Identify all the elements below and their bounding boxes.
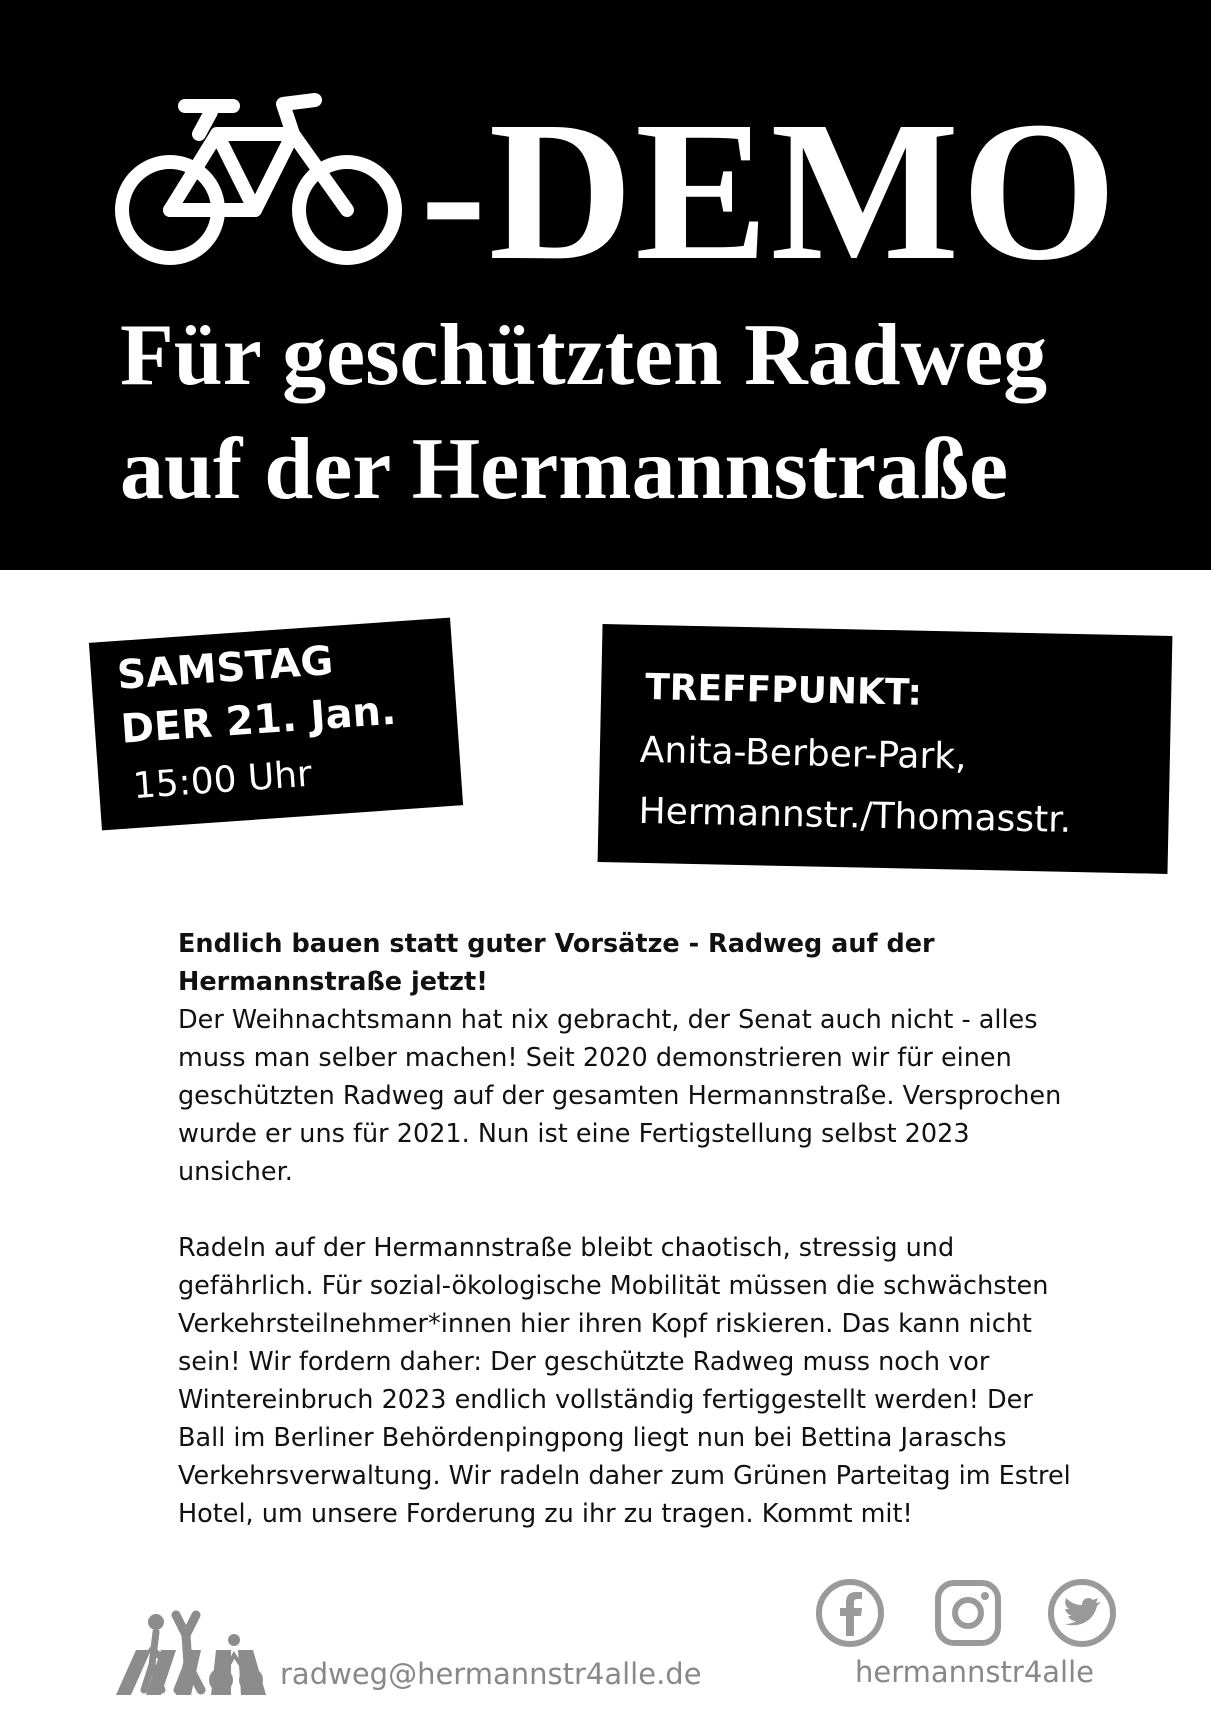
twitter-icon[interactable] <box>1047 1578 1117 1648</box>
date-box <box>89 618 463 831</box>
header-banner <box>0 0 1211 570</box>
date-time: 15:00 Uhr <box>131 753 314 808</box>
subtitle-line-1: Für geschützten Radweg <box>120 307 1048 404</box>
contact-email[interactable]: radweg@hermannstr4alle.de <box>280 1657 702 1691</box>
instagram-icon[interactable] <box>933 1578 1003 1648</box>
meeting-point-title: TREFFPUNKT: <box>644 666 923 714</box>
social-handle: hermannstr4alle <box>855 1655 1094 1689</box>
pedestrian-cyclist-logo <box>116 1610 266 1695</box>
bicycle-icon <box>115 92 405 272</box>
lead-text: Endlich bauen statt guter Vorsätze - Radweg auf der Hermannstraße jetzt! <box>178 929 935 997</box>
subtitle-line-2: auf der Hermannstraße <box>120 421 1009 518</box>
date-date: DER 21. Jan. <box>119 687 398 753</box>
meeting-point-street: Hermannstr./Thomasstr. <box>638 790 1072 841</box>
meeting-point-box <box>598 624 1173 874</box>
meeting-point-location: Anita-Berber-Park, <box>639 729 967 778</box>
body-text <box>178 925 1078 1533</box>
paragraph-1: Der Weihnachtsmann hat nix gebracht, der Senat auch nicht - alles muss man selber machen! Seit 2020 demonstrieren wir für einen geschützten Radweg auf der gesamten Hermannstraße. Versprochen wurde er uns für 2021. Nun ist eine Fertigstellung selbst 2023 unsicher. <box>178 1005 1062 1187</box>
date-day: SAMSTAG <box>115 637 335 699</box>
facebook-icon[interactable] <box>815 1578 885 1648</box>
demo-title: -DEMO <box>420 81 1119 302</box>
paragraph-2: Radeln auf der Hermannstraße bleibt chaotisch, stressig und gefährlich. Für sozial-ökologische Mobilität müssen die schwächsten Verkehrsteilnehmer*innen hier ihren Kopf riskieren. Das kann nicht sein! Wir fordern daher: Der geschützte Radweg muss noch vor Wintereinbruch 2023 endlich vollständig fertiggestellt werden! Der Ball im Berliner Behördenpingpong liegt nun bei Bettina Jaraschs Verkehrsverwaltung. Wir radeln daher zum Grünen Parteitag im Estrel Hotel, um unsere Forderung zu ihr zu tragen. Kommt mit! <box>178 1233 1071 1529</box>
